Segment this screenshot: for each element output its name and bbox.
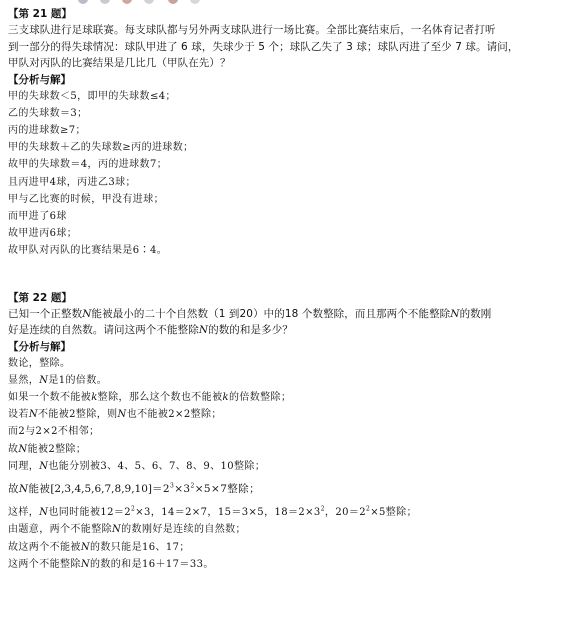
problem-22 [8,290,554,573]
math-variable: N [112,524,122,536]
text-segment: 能被最小的二十个自然数（1 到20）中的18 个数整除，而且那两个不能整除 [91,307,451,320]
math-variable: k [222,391,229,403]
text-line [8,423,554,440]
text-segment: 已知一个正整数 [8,307,83,320]
text-segment: 故这两个不能被 [8,541,81,553]
text-line: 故甲进丙6球； [8,228,78,240]
div-exp-3: 2 [366,505,371,513]
text-segment: 这两个不能整除 [8,558,81,570]
problem-22-analysis-title: 【分析与解】 [8,340,71,353]
text-segment: 由题意，两个不能整除 [8,524,112,536]
text-line [8,458,554,475]
text-line: 到一部分的得失球情况：球队甲进了 6 球，失球少于 5 个；球队乙失了 3 球；球队丙进了至少 7 球。请问， [8,40,519,53]
div-exp-1: 2 [131,505,136,513]
math-variable: N [82,307,92,320]
problem-22-question [8,306,554,339]
div-a: ×3，14＝2×7，15＝3×5，18＝2×3 [135,507,321,519]
text-line [8,355,554,372]
lcm-exp-1: 3 [170,482,175,490]
lcm-eq: ＝2 [152,482,170,495]
math-variable: k [91,391,98,403]
text-line: 且丙进甲4球，丙进乙3球； [8,176,136,188]
text-line: 甲的失球数＋乙的失球数≥丙的进球数； [8,142,194,154]
text-segment: 的数刚好是连续的自然数； [121,524,246,536]
lcm-post: 整除； [227,482,260,495]
text-line [8,556,554,573]
math-variable: N [450,307,460,320]
lcm-term-2: ×3 [174,482,191,495]
math-variable: N [80,541,90,553]
math-variable: N [39,460,49,472]
text-segment: 显然， [8,374,40,386]
text-line: 故甲的失球数＝4，丙的进球数7； [8,159,168,171]
problem-22-heading: 【第 22 题】 [8,291,72,304]
div-post: ×5整除； [370,507,417,519]
lcm-exp-2: 2 [190,482,195,490]
text-line: 而甲进了6球 [8,210,67,222]
text-line: 丙的进球数≥7； [8,124,86,136]
lcm-var: N [18,482,29,495]
text-line [8,389,554,406]
div-pre: 这样， [8,507,40,519]
problem-21 [8,6,554,260]
lcm-mid: 能被 [28,482,51,495]
text-segment: 整除，那么这个数也不能被 [97,391,223,403]
text-line [8,372,554,389]
text-segment: 的数只能是16、17； [89,541,190,553]
lcm-bracket: [2,3,4,5,6,7,8,9,10] [50,482,153,495]
text-line [8,539,554,556]
document-body [8,6,554,573]
problem-21-analysis-title: 【分析与解】 [8,73,71,86]
text-segment: 好是连续的自然数。请问这两个不能整除 [8,324,199,337]
problem-22-final [8,521,554,573]
div-b: ，20＝2 [324,507,367,519]
text-line [8,322,554,339]
decorative-dots-icon [78,0,228,4]
problem-21-heading: 【第 21 题】 [8,8,72,20]
problem-21-solution [8,88,554,260]
div-exp-2: 2 [320,505,325,513]
text-segment: 能被2整除； [27,443,87,455]
text-segment: 同理， [8,460,40,472]
math-variable: N [198,324,209,337]
text-segment: 数论，整除。 [8,357,71,369]
math-variable: N [18,443,28,455]
text-line: 乙的失球数＝3； [8,107,88,119]
text-line [8,406,554,423]
text-line: 甲的失球数＜5，即甲的失球数≤4； [8,90,176,102]
divisibility-line [8,504,554,521]
div-var: N [39,507,49,519]
lcm-line [8,481,554,498]
math-variable: N [39,374,49,386]
text-segment: 如果一个数不能被 [8,391,92,403]
lcm-pre: 故 [8,482,19,495]
text-segment: 的倍数整除； [228,391,292,403]
math-variable: N [117,409,127,421]
text-segment: 而2与2×2不相邻； [8,426,100,438]
math-variable: N [28,409,38,421]
lcm-term-3: ×5×7 [194,482,228,495]
math-variable: N [80,558,90,570]
problem-22-solution [8,355,554,475]
text-segment: 设若 [8,409,29,421]
text-line: 甲与乙比赛的时候，甲没有进球； [8,193,164,205]
text-segment: 的数的和是多少？ [208,324,293,337]
problem-21-question [8,22,554,72]
text-line: 甲队对丙队的比赛结果是几比几（甲队在先）？ [8,57,231,69]
div-mid: 也同时能被12＝2 [48,507,132,519]
text-line [8,521,554,538]
text-segment: 不能被2整除，则 [37,409,118,421]
text-segment: 的数的和是16＋17＝33。 [89,558,214,570]
text-segment: 也能分别被3、4、5、6、7、8、9、10整除； [48,460,266,472]
text-segment: 故 [8,443,19,455]
text-segment: 是1的倍数。 [48,374,108,386]
text-line: 三支球队进行足球联赛。每支球队都与另外两支球队进行一场比赛。全部比赛结束后，一名体育记者打听 [8,24,496,36]
text-segment: 也不能被2×2整除； [126,409,222,421]
text-line: 故甲队对丙队的比赛结果是6∶4。 [8,245,168,257]
text-line [8,306,554,323]
text-segment: 的数刚 [459,307,492,320]
text-line [8,441,554,458]
